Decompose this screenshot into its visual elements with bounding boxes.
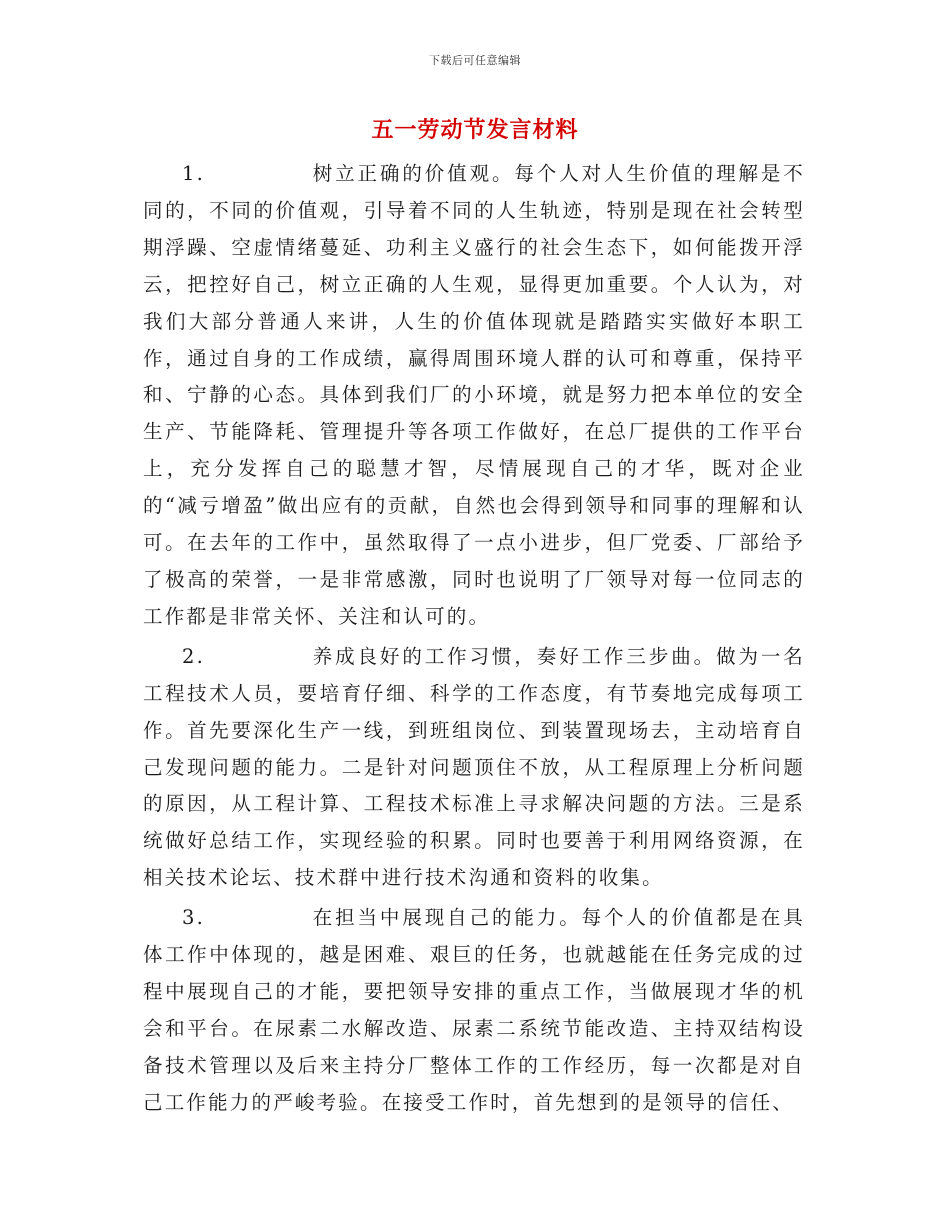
paragraph-number: 1. xyxy=(182,162,206,185)
paragraph-2 xyxy=(143,639,805,897)
document-title: 五一劳动节发言材料 xyxy=(371,117,579,143)
document-body xyxy=(143,156,805,1125)
paragraph-number: 3. xyxy=(182,906,206,930)
paragraph-number: 2. xyxy=(182,644,206,668)
paragraph-text: 树立正确的价值观。每个人对人生价值的理解是不同的，不同的价值观，引导着不同的人生轨迹，特别是现在社会转型期浮躁、空虚情绪蔓延、功利主义盛行的社会生态下，如何能拨开浮云，把控好自己，树立正确的人生观，显得更加重要。个人认为，对我们大部分普通人来讲，人生的价值体现就是踏踏实实做好本职工作，通过自身的工作成绩，赢得周围环境人群的认可和尊重，保持平和、宁静的心态。具体到我们厂的小环境，就是努力把本单位的安全生产、节能降耗、管理提升等各项工作做好，在总厂提供的工作平台上，充分发挥自己的聪慧才智，尽情展现自己的才华，既对企业的“减亏增盈”做出应有的贡献，自然也会得到领导和同事的理解和认可。在去年的工作中，虽然取得了一点小进步，但厂党委、厂部给予了极高的荣誉，一是非常感激，同时也说明了厂领导对每一位同志的工作都是非常关怀、关注和认可的。 xyxy=(143,162,805,628)
paragraph-text: 养成良好的工作习惯，奏好工作三步曲。做为一名工程技术人员，要培育仔细、科学的工作态度，有节奏地完成每项工作。首先要深化生产一线，到班组岗位、到装置现场去，主动培育自己发现问题的能力。二是针对问题顶住不放，从工程原理上分析问题的原因，从工程计算、工程技术标准上寻求解决问题的方法。三是系统做好总结工作，实现经验的积累。同时也要善于利用网络资源，在相关技术论坛、技术群中进行技术沟通和资料的收集。 xyxy=(143,644,805,890)
paragraph-1 xyxy=(143,156,805,636)
header-note: 下载后可任意编辑 xyxy=(429,54,521,67)
paragraph-3 xyxy=(143,900,805,1121)
paragraph-text: 在担当中展现自己的能力。每个人的价值都是在具体工作中体现的，越是困难、艰巨的任务，也就越能在任务完成的过程中展现自己的才能，要把领导安排的重点工作，当做展现才华的机会和平台。在尿素二水解改造、尿素二系统节能改造、主持双结构设备技术管理以及后来主持分厂整体工作的工作经历，每一次都是对自己工作能力的严峻考验。在接受工作时，首先想到的是领导的信任、 xyxy=(143,906,805,1114)
